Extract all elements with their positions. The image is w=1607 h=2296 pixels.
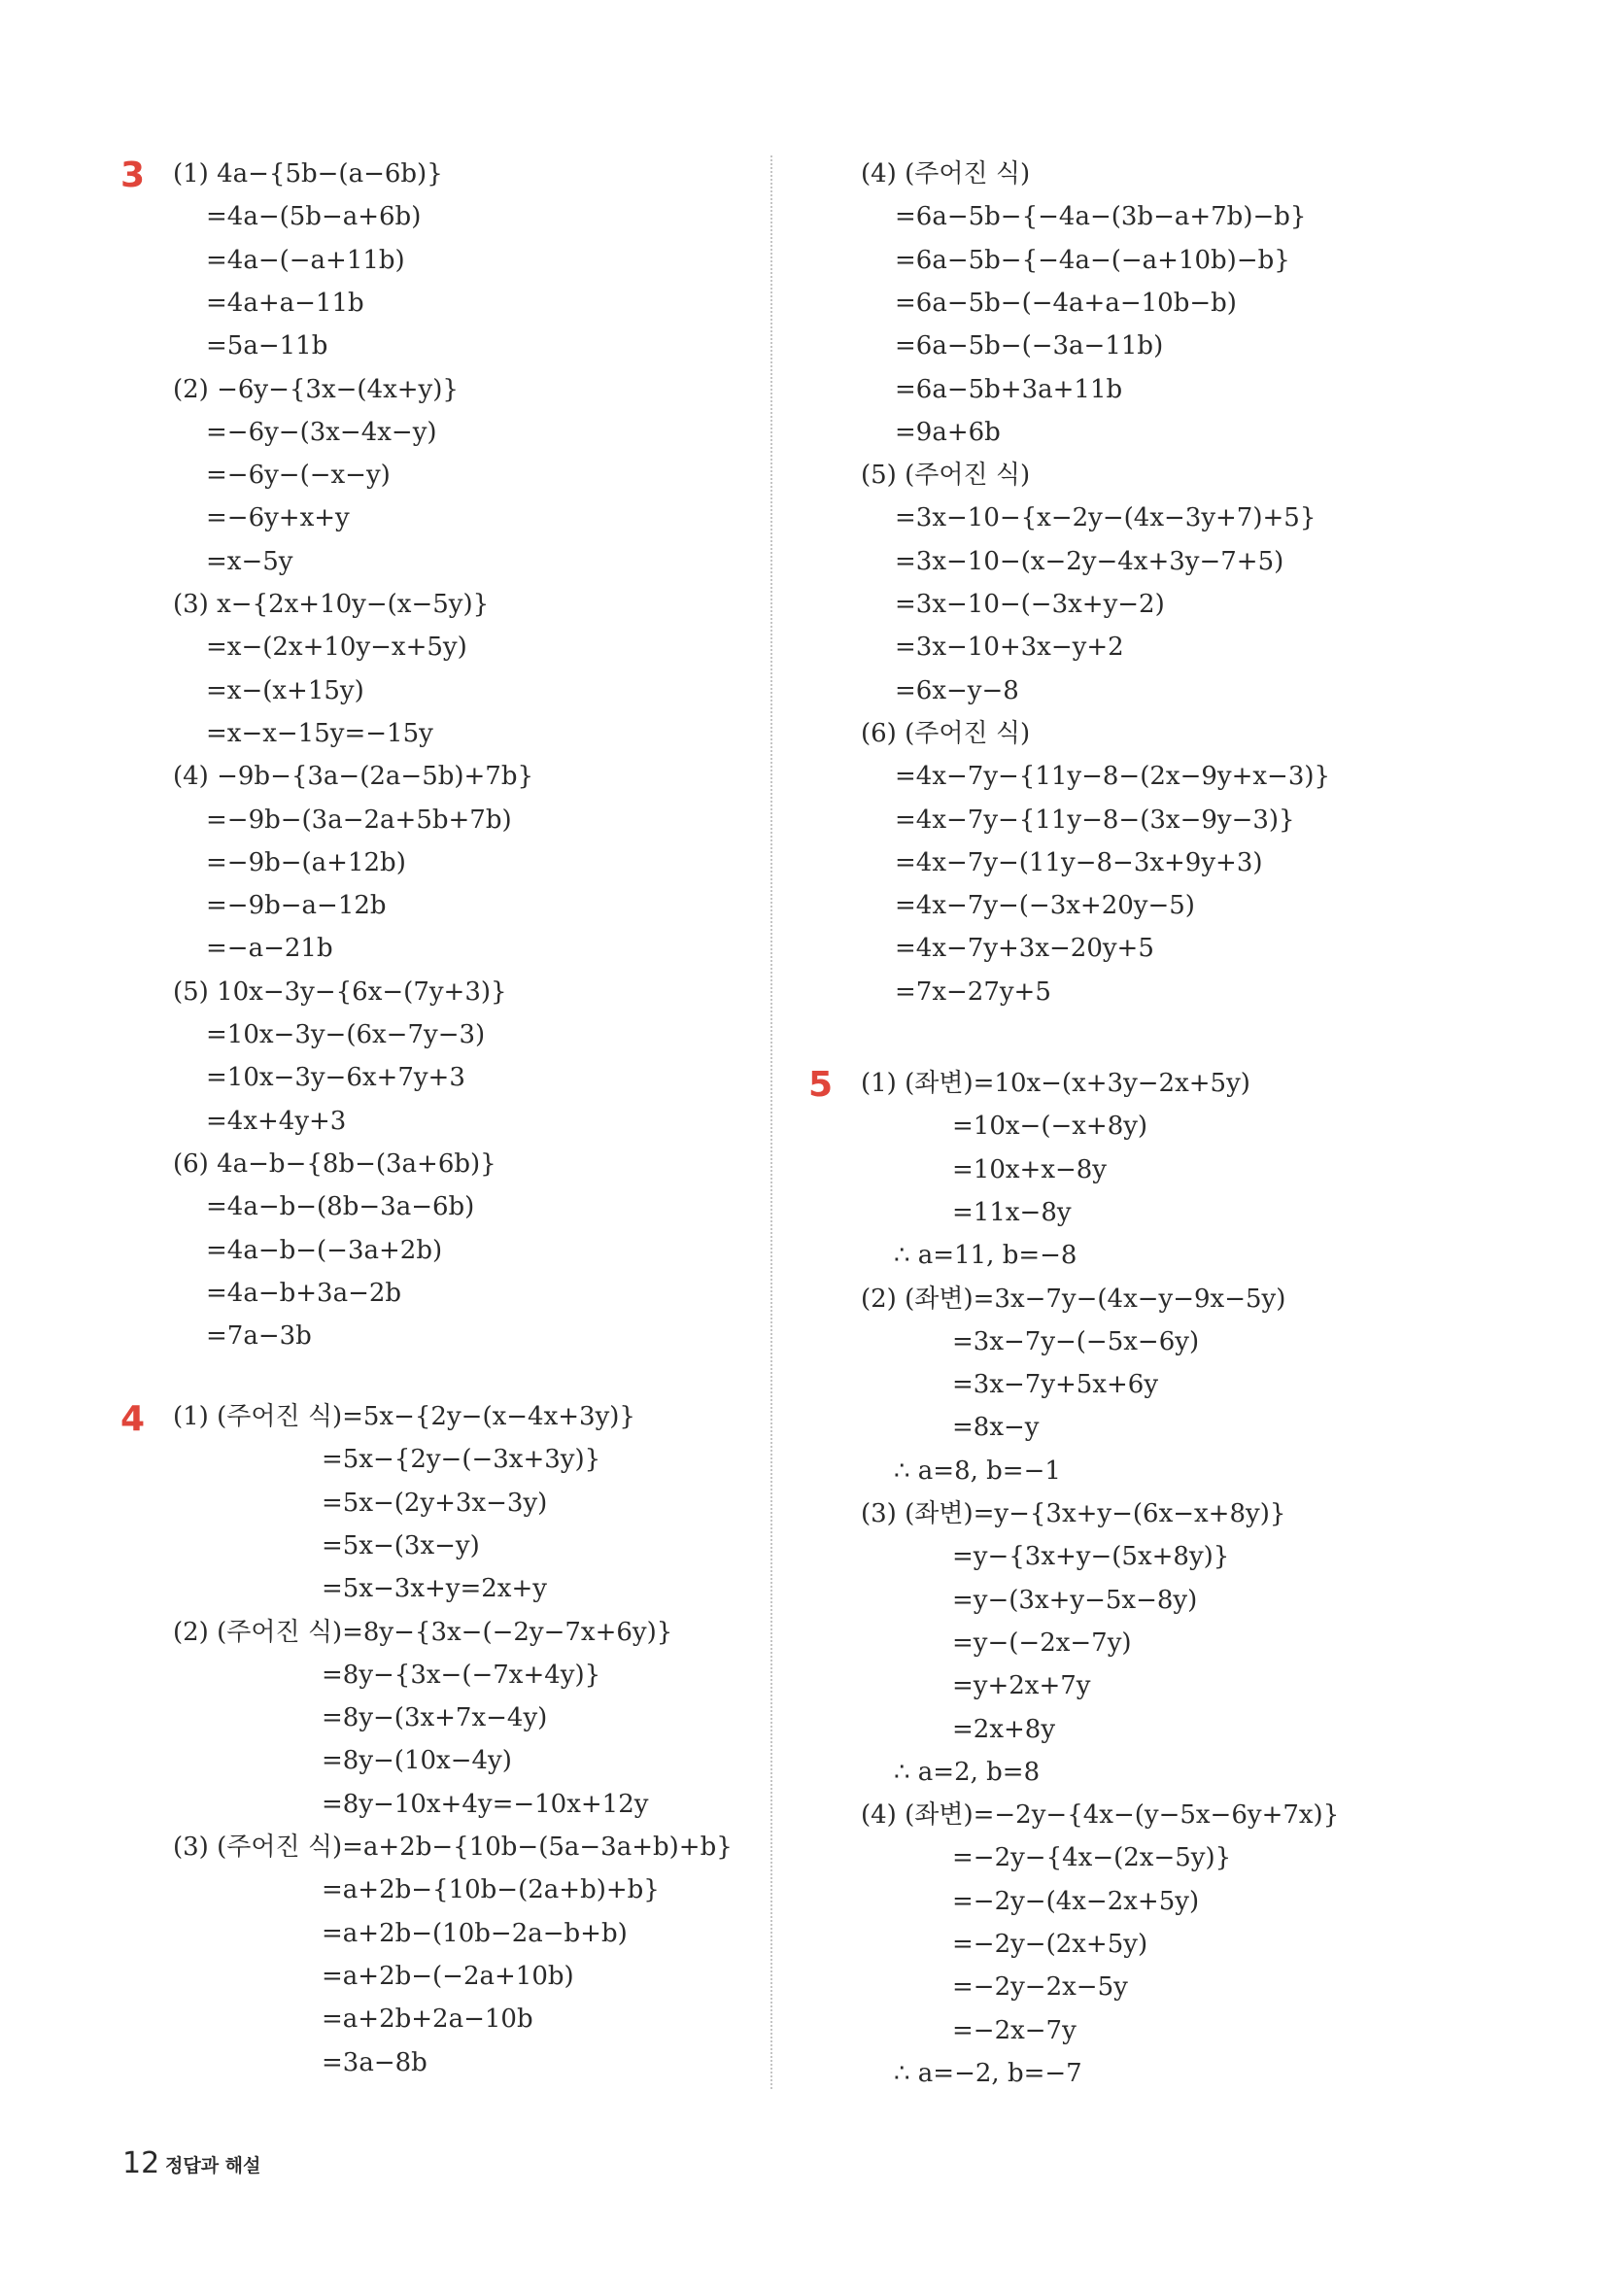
step-line: =4a−b−(8b−3a−6b) <box>206 1192 475 1222</box>
step-line: =x−5y <box>206 546 293 576</box>
step-line: =4x−7y−{11y−8−(2x−9y+x−3)} <box>895 762 1331 792</box>
step-line: =4a−(−a+11b) <box>206 245 405 275</box>
step-line: =6a−5b−(−3a−11b) <box>895 331 1164 361</box>
step-line: ∴ a=11, b=−8 <box>894 1241 1077 1271</box>
step-line: =−9b−(a+12b) <box>206 847 406 877</box>
problem-number: 4 <box>120 1399 146 1439</box>
problem-number: 3 <box>120 155 146 195</box>
step-line: =4a+a−11b <box>206 288 364 318</box>
part-line: (5) 10x−3y−{6x−(7y+3)} <box>173 977 507 1007</box>
part-line: (1) (좌변)=10x−(x+3y−2x+5y) <box>861 1069 1250 1098</box>
step-line: =8y−(3x+7x−4y) <box>322 1703 548 1733</box>
step-line: =6a−5b−(−4a+a−10b−b) <box>895 288 1237 318</box>
step-line: =4a−b+3a−2b <box>206 1278 402 1308</box>
step-line: =5x−(2y+3x−3y) <box>322 1488 548 1518</box>
step-line: =−6y−(−x−y) <box>206 461 391 491</box>
step-line: =x−x−15y=−15y <box>206 718 433 748</box>
step-line: =7a−3b <box>206 1321 312 1352</box>
part-line: (3) (주어진 식)=a+2b−{10b−(5a−3a+b)+b} <box>173 1833 733 1862</box>
step-line: =8y−{3x−(−7x+4y)} <box>322 1660 601 1690</box>
step-line: =−9b−a−12b <box>206 891 387 921</box>
part-line: (4) (주어진 식) <box>861 159 1031 188</box>
step-line: =−a−21b <box>206 934 333 964</box>
step-line: =3x−10−(x−2y−4x+3y−7+5) <box>895 546 1284 576</box>
step-line: =y−{3x+y−(5x+8y)} <box>952 1542 1230 1572</box>
step-line: =4a−(5b−a+6b) <box>206 202 422 232</box>
step-line: =4x−7y+3x−20y+5 <box>895 934 1154 964</box>
part-line: (5) (주어진 식) <box>861 461 1031 491</box>
step-line: =10x−3y−(6x−7y−3) <box>206 1020 486 1049</box>
part-line: (4) −9b−{3a−(2a−5b)+7b} <box>173 762 534 792</box>
step-line: =4x−7y−{11y−8−(3x−9y−3)} <box>895 805 1295 835</box>
step-line: =10x−3y−6x+7y+3 <box>206 1063 465 1093</box>
step-line: ∴ a=−2, b=−7 <box>894 2058 1082 2088</box>
step-line: =6a−5b−{−4a−(3b−a+7b)−b} <box>895 202 1307 232</box>
step-line: =5x−(3x−y) <box>322 1530 480 1560</box>
step-line: =−6y+x+y <box>206 503 350 533</box>
part-line: (1) 4a−{5b−(a−6b)} <box>173 159 443 188</box>
step-line: =4x+4y+3 <box>206 1106 347 1136</box>
step-line: =6x−y−8 <box>895 675 1019 705</box>
step-line: =2x+8y <box>952 1714 1056 1744</box>
column-divider <box>770 155 772 2089</box>
step-line: =3x−10+3x−y+2 <box>895 633 1124 663</box>
step-line: =7x−27y+5 <box>895 977 1051 1007</box>
step-line: =y−(−2x−7y) <box>952 1628 1132 1658</box>
step-line: =−6y−(3x−4x−y) <box>206 417 437 447</box>
step-line: =−2x−7y <box>952 2015 1077 2045</box>
step-line: =y+2x+7y <box>952 1671 1091 1701</box>
step-line: =9a+6b <box>895 417 1001 447</box>
step-line: =3x−7y+5x+6y <box>952 1370 1159 1400</box>
part-line: (2) (주어진 식)=8y−{3x−(−2y−7x+6y)} <box>173 1617 673 1647</box>
page-number: 12 <box>122 2146 160 2180</box>
step-line: =10x−(−x+8y) <box>952 1112 1148 1142</box>
step-line: =8x−y <box>952 1413 1040 1443</box>
step-line: ∴ a=8, b=−1 <box>894 1456 1061 1486</box>
part-line: (3) x−{2x+10y−(x−5y)} <box>173 590 490 619</box>
step-line: =5x−3x+y=2x+y <box>322 1574 547 1604</box>
step-line: =4x−7y−(−3x+20y−5) <box>895 891 1195 921</box>
step-line: =6a−5b−{−4a−(−a+10b)−b} <box>895 245 1290 275</box>
part-line: (4) (좌변)=−2y−{4x−(y−5x−6y+7x)} <box>861 1800 1340 1831</box>
step-line: =y−(3x+y−5x−8y) <box>952 1585 1198 1615</box>
step-line: =x−(2x+10y−x+5y) <box>206 633 467 663</box>
part-line: (2) −6y−{3x−(4x+y)} <box>173 374 459 404</box>
step-line: =a+2b−{10b−(2a+b)+b} <box>322 1875 660 1905</box>
step-line: =−9b−(3a−2a+5b+7b) <box>206 805 512 835</box>
step-line: =5a−11b <box>206 331 328 361</box>
step-line: =−2y−2x−5y <box>952 1972 1128 2003</box>
step-line: =x−(x+15y) <box>206 675 364 705</box>
step-line: =3x−10−(−3x+y−2) <box>895 590 1165 619</box>
step-line: =a+2b+2a−10b <box>322 2005 533 2035</box>
step-line: =4a−b−(−3a+2b) <box>206 1235 443 1265</box>
step-line: =a+2b−(−2a+10b) <box>322 1961 574 1991</box>
step-line: =a+2b−(10b−2a−b+b) <box>322 1918 628 1948</box>
step-line: =5x−{2y−(−3x+3y)} <box>322 1445 601 1475</box>
step-line: =10x+x−8y <box>952 1154 1107 1184</box>
part-line: (6) (주어진 식) <box>861 718 1031 748</box>
step-line: =8y−10x+4y=−10x+12y <box>322 1789 649 1819</box>
part-line: (6) 4a−b−{8b−(3a+6b)} <box>173 1148 496 1179</box>
part-line: (3) (좌변)=y−{3x+y−(6x−x+8y)} <box>861 1499 1286 1528</box>
step-line: =3a−8b <box>322 2047 427 2077</box>
footer-label: 정답과 해설 <box>165 2155 261 2176</box>
step-line: =6a−5b+3a+11b <box>895 374 1123 404</box>
step-line: =−2y−(2x+5y) <box>952 1930 1148 1959</box>
part-line: (1) (주어진 식)=5x−{2y−(x−4x+3y)} <box>173 1402 635 1431</box>
step-line: =4x−7y−(11y−8−3x+9y+3) <box>895 847 1263 877</box>
part-line: (2) (좌변)=3x−7y−(4x−y−9x−5y) <box>861 1284 1286 1314</box>
step-line: ∴ a=2, b=8 <box>894 1757 1041 1787</box>
problem-number: 5 <box>808 1065 834 1105</box>
step-line: =11x−8y <box>952 1197 1072 1227</box>
step-line: =3x−7y−(−5x−6y) <box>952 1326 1200 1356</box>
step-line: =8y−(10x−4y) <box>322 1746 512 1776</box>
step-line: =−2y−{4x−(2x−5y)} <box>952 1843 1232 1873</box>
step-line: =−2y−(4x−2x+5y) <box>952 1886 1200 1916</box>
step-line: =3x−10−{x−2y−(4x−3y+7)+5} <box>895 503 1316 533</box>
